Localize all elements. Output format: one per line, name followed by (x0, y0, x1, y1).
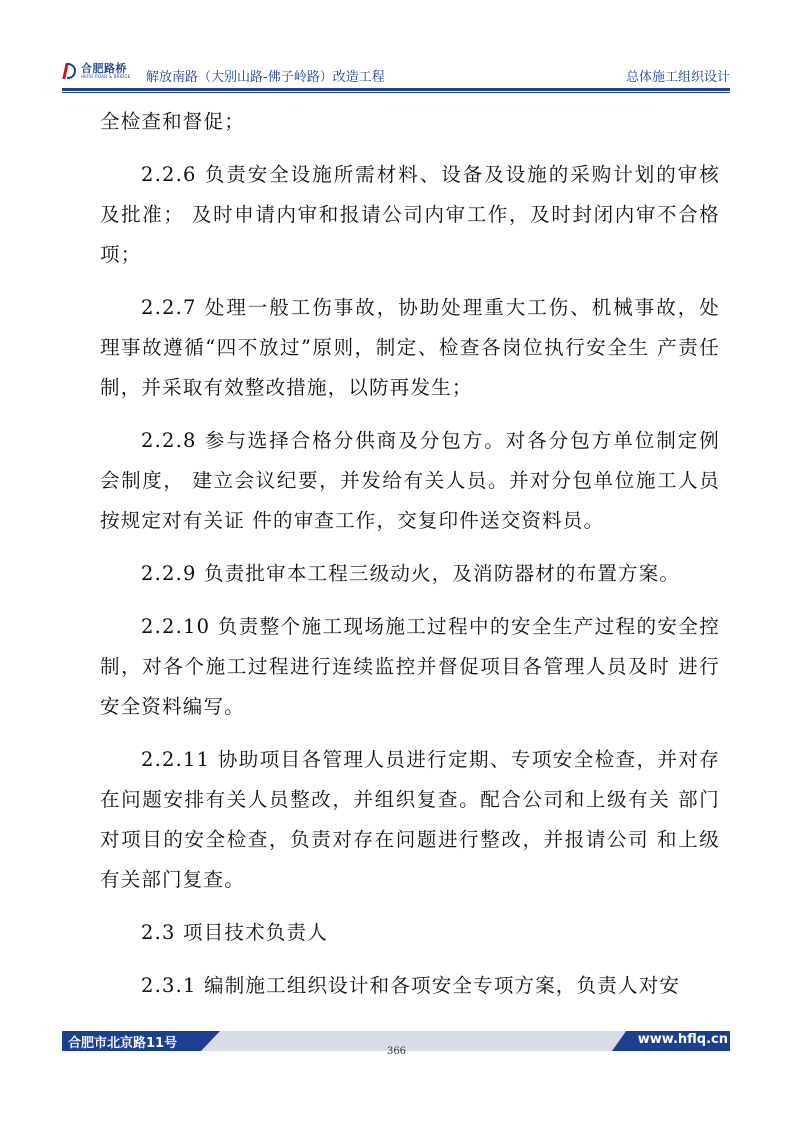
footer-url: www.hflq.cn (637, 1032, 728, 1047)
paragraph-continuation: 全检查和督促； (100, 110, 245, 133)
paragraph-2-2-10: 2.2.10 负责整个施工现场施工过程中的安全生产过程的安全控制，对各个施工过程进行连续监控并督促项目各管理人员及时 进行安全资料编写。 (100, 615, 720, 718)
project-title: 解放南路（大别山路-佛子岭路）改造工程 (146, 70, 385, 85)
paragraph-2-3-1: 2.3.1 编制施工组织设计和各项安全专项方案，负责人对安 (141, 974, 681, 997)
company-logo (62, 62, 130, 80)
section-title: 总体施工组织设计 (625, 70, 730, 85)
document-body (100, 102, 720, 1006)
paragraph-2-2-6: 2.2.6 负责安全设施所需材料、设备及设施的采购计划的审核及批准； 及时申请内审和报请公司内审工作，及时封闭内审不合格项； (100, 163, 720, 266)
paragraph-2-2-7: 2.2.7 处理一般工伤事故，协助处理重大工伤、机械事故，处理事故遵循“四不放过”原则，制定、检查各岗位执行安全生 产责任制，并采取有效整改措施，以防再发生； (100, 296, 720, 399)
header-rule-thick (62, 88, 730, 91)
paragraph-2-2-8: 2.2.8 参与选择合格分供商及分包方。对各分包方单位制定例会制度， 建立会议纪要，并发给有关人员。并对分包单位施工人员按规定对有关证 件的审查工作，交复印件送交资料员。 (100, 429, 720, 532)
logo-name-en: HEFEI ROAD & BRIDGE (81, 74, 131, 79)
footer-address: 合肥市北京路11号 (68, 1036, 178, 1051)
paragraph-2-2-9: 2.2.9 负责批审本工程三级动火，及消防器材的布置方案。 (141, 562, 681, 585)
page-header (62, 60, 730, 90)
logo-name-cn: 合肥路桥 (81, 62, 127, 75)
section-heading-2-3: 2.3 项目技术负责人 (141, 921, 328, 944)
header-rule-thin (62, 92, 730, 93)
page-number: 366 (386, 1046, 407, 1057)
logo-mark-icon (62, 62, 78, 80)
paragraph-2-2-11: 2.2.11 协助项目各管理人员进行定期、专项安全检查，并对存在问题安排有关人员整改，并组织复查。配合公司和上级有关 部门对项目的安全检查，负责对存在问题进行整改，并报请公司 和上级有关部门复查。 (100, 748, 720, 891)
